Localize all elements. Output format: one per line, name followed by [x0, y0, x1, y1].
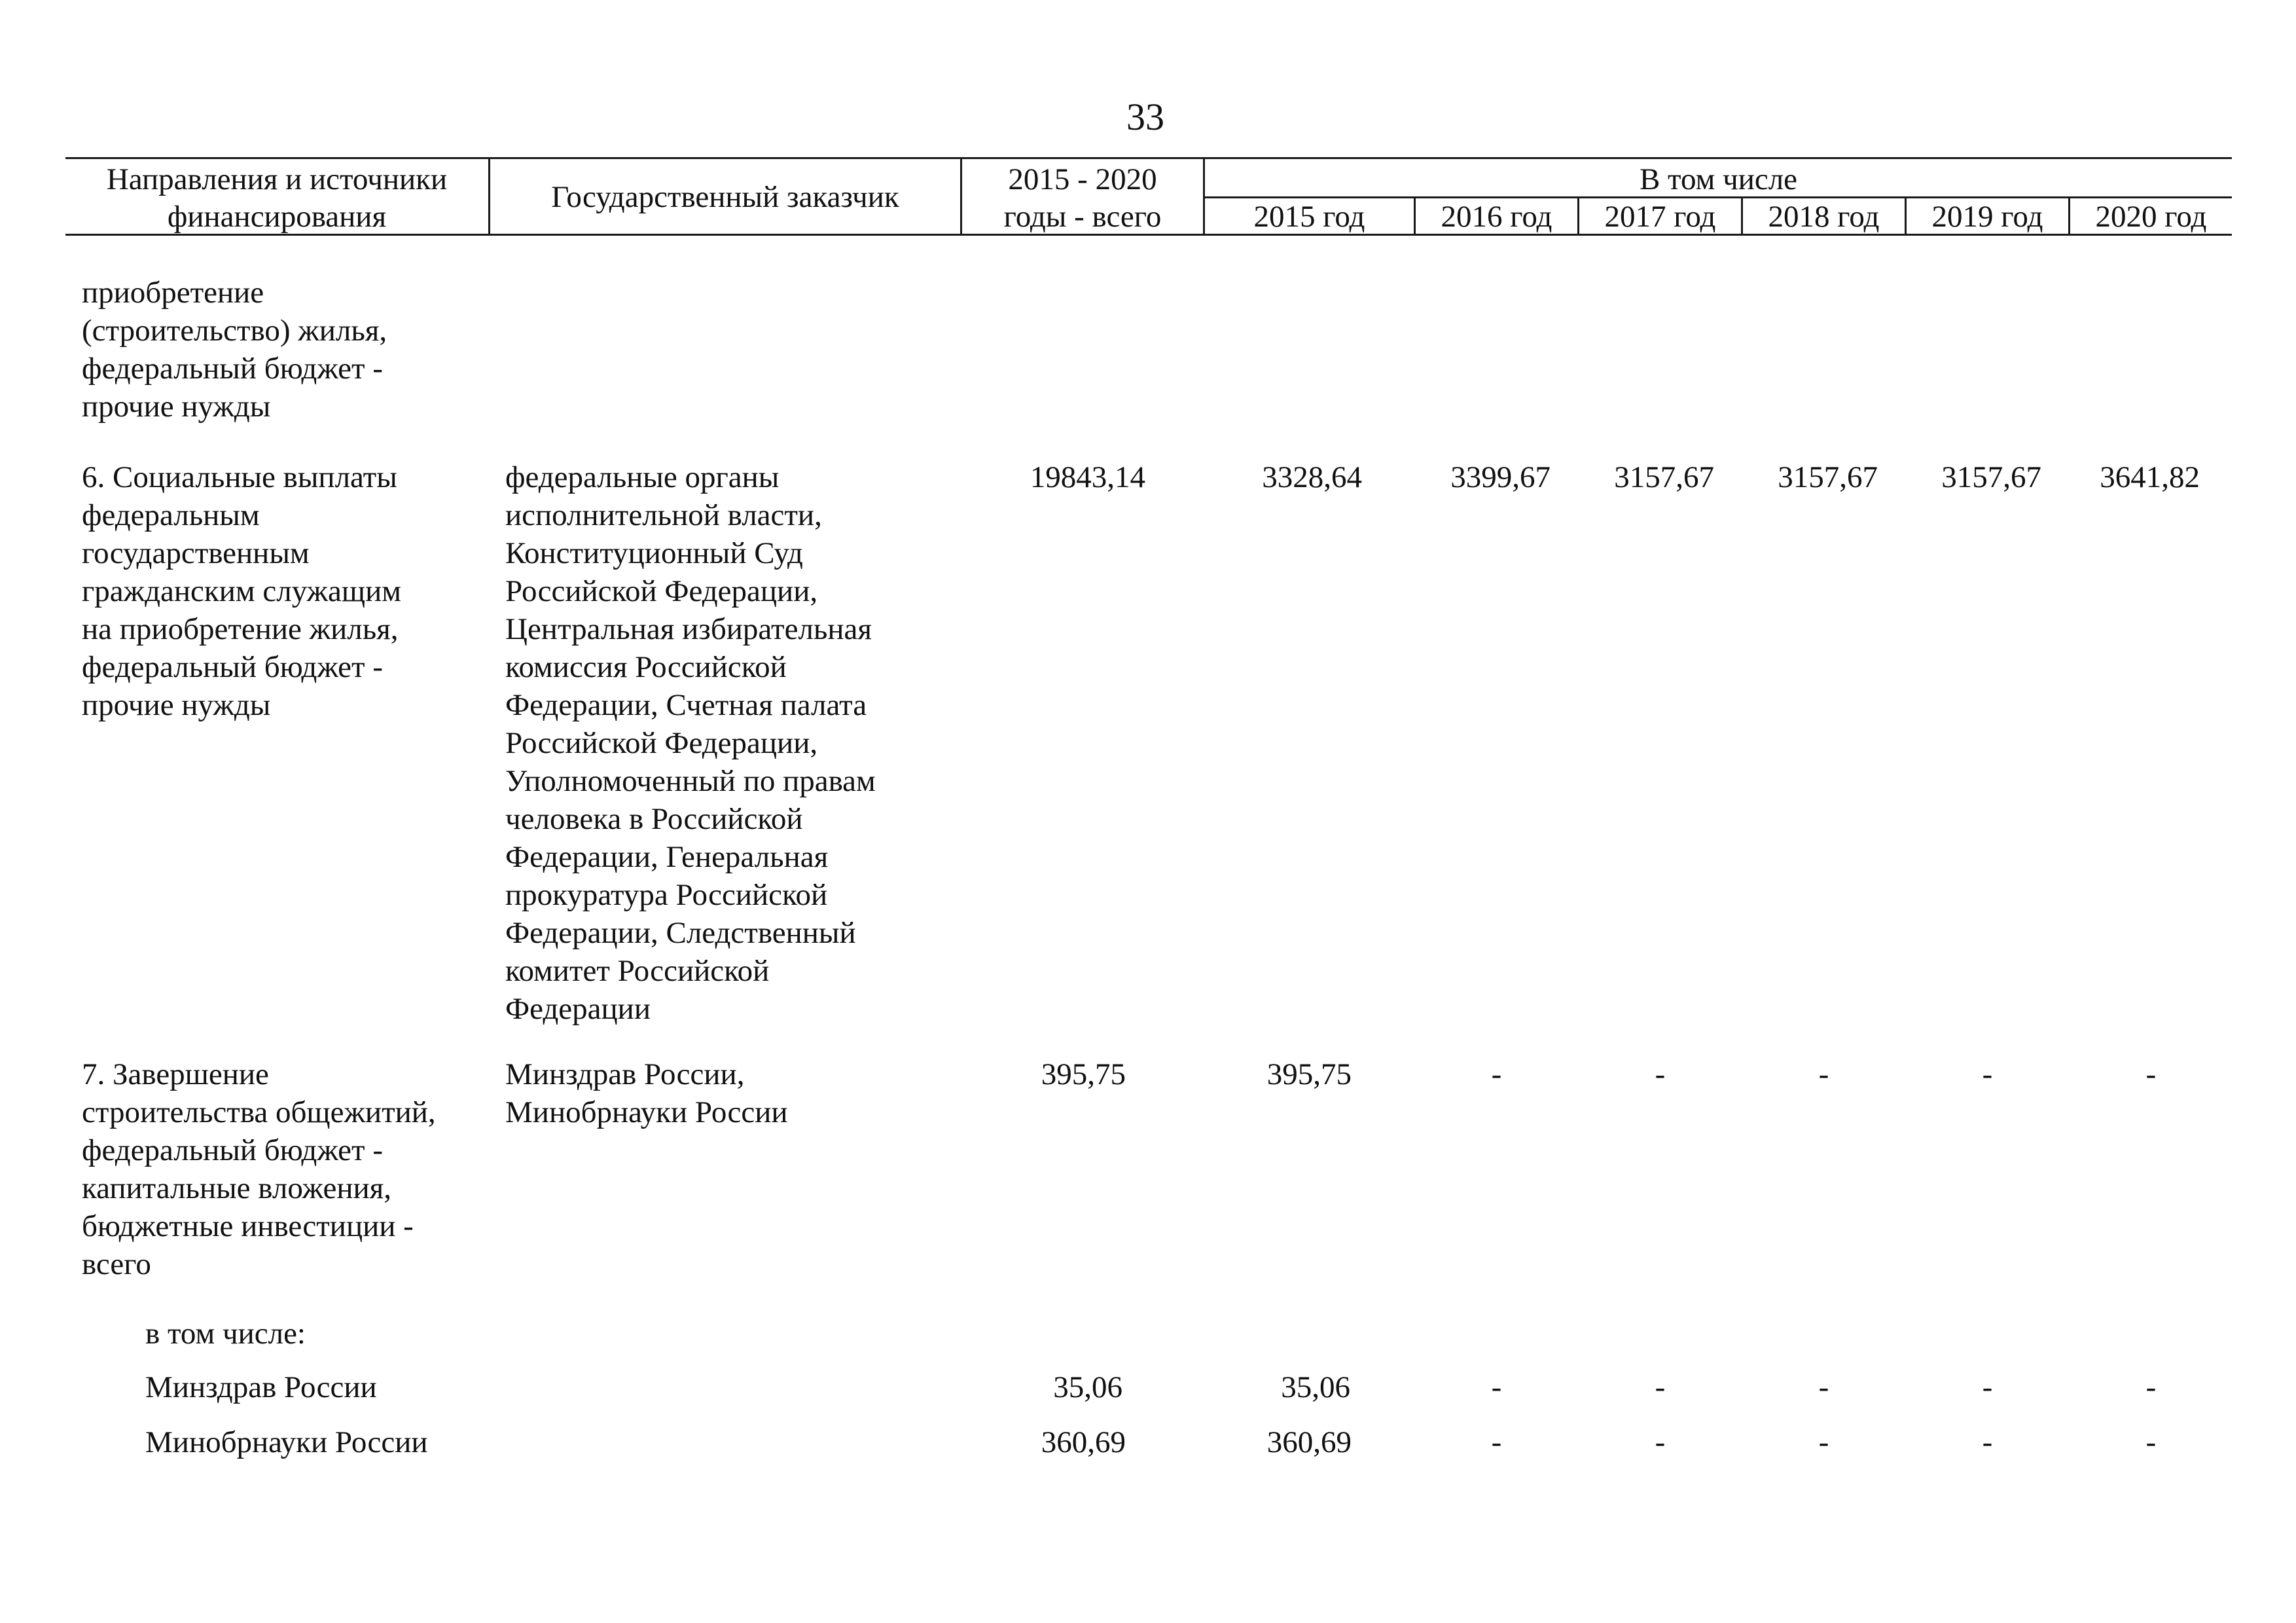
row6-customer-line2: исполнительной власти, — [505, 498, 822, 532]
header-direction-line1: Направления и источники — [106, 162, 448, 196]
row6-value-2018: 3157,67 — [1778, 460, 1878, 494]
row6-value-2020: 3641,82 — [2100, 460, 2200, 494]
row-continuation-direction-line3: федеральный бюджет - — [82, 352, 383, 386]
row7-customer-line1: Минздрав России, — [505, 1057, 745, 1091]
row7-direction-line4: капитальные вложения, — [82, 1171, 392, 1205]
row6-customer-line10: человека в Российской — [505, 802, 803, 836]
header-direction-line2: финансирования — [167, 200, 387, 234]
row7-value-2015: 395,75 — [1266, 1057, 1352, 1091]
row7b-total: 360,69 — [1041, 1425, 1126, 1459]
header-including: В том числе — [1639, 162, 1798, 196]
row6-customer-line3: Конституционный Суд — [505, 536, 803, 570]
row7a-value-2018: - — [1818, 1370, 1829, 1404]
row7-direction-line1: 7. Завершение — [82, 1057, 269, 1091]
row6-customer-line8: Российской Федерации, — [505, 726, 818, 760]
header-year-2016: 2016 год — [1441, 200, 1552, 234]
row6-customer-line15: Федерации — [505, 992, 651, 1026]
row7-value-2017: - — [1655, 1057, 1666, 1091]
row6-direction-line2: федеральным — [82, 498, 260, 532]
row6-customer-line1: федеральные органы — [505, 460, 780, 494]
row7b-value-2015: 360,69 — [1266, 1425, 1352, 1459]
row7b-value-2018: - — [1818, 1425, 1829, 1459]
row7a-value-2017: - — [1655, 1370, 1666, 1404]
row6-value-2019: 3157,67 — [1941, 460, 2041, 494]
row7-customer-line2: Минобрнауки России — [505, 1095, 788, 1129]
row7a-value-2016: - — [1491, 1370, 1502, 1404]
header-customer: Государственный заказчик — [551, 180, 899, 214]
row6-customer-line11: Федерации, Генеральная — [505, 840, 829, 874]
row6-direction-line3: государственным — [82, 536, 310, 570]
row7b-value-2019: - — [1982, 1425, 1993, 1459]
row7a-value-2019: - — [1982, 1370, 1993, 1404]
header-year-2015: 2015 год — [1253, 200, 1365, 234]
row6-value-2017: 3157,67 — [1614, 460, 1714, 494]
header-total-line1: 2015 - 2020 — [1008, 162, 1157, 196]
row-continuation-direction-line1: приобретение — [82, 276, 264, 310]
row7-value-2018: - — [1818, 1057, 1829, 1091]
row7-direction-line6: всего — [82, 1247, 151, 1281]
row-continuation-direction-line4: прочие нужды — [82, 390, 271, 424]
row6-customer-line13: Федерации, Следственный — [505, 916, 856, 950]
row6-direction-line1: 6. Социальные выплаты — [82, 460, 397, 494]
row6-value-2015: 3328,64 — [1262, 460, 1362, 494]
header-top-rule — [65, 157, 2232, 159]
row-continuation-direction-line2: (строительство) жилья, — [82, 314, 387, 348]
row7b-value-2016: - — [1491, 1425, 1502, 1459]
row7-direction-line2: строительства общежитий, — [82, 1095, 436, 1129]
page-number: 33 — [1126, 96, 1164, 138]
row7-total: 395,75 — [1041, 1057, 1126, 1091]
header-year-2020: 2020 год — [2095, 200, 2207, 234]
row7-direction-line3: федеральный бюджет - — [82, 1133, 383, 1167]
row7a-label: Минздрав России — [145, 1370, 377, 1404]
row7-direction-line5: бюджетные инвестиции - — [82, 1209, 414, 1243]
row7a-value-2015: 35,06 — [1281, 1370, 1350, 1404]
row6-direction-line7: прочие нужды — [82, 688, 271, 722]
including-label: в том числе: — [145, 1317, 306, 1351]
row7b-label: Минобрнауки России — [145, 1425, 428, 1459]
header-year-2019: 2019 год — [1931, 200, 2043, 234]
row7b-value-2017: - — [1655, 1425, 1666, 1459]
header-year-2018: 2018 год — [1768, 200, 1880, 234]
row6-customer-line9: Уполномоченный по правам — [505, 764, 876, 798]
row7a-value-2020: - — [2145, 1370, 2157, 1404]
row6-direction-line4: гражданским служащим — [82, 574, 401, 608]
row6-customer-line7: Федерации, Счетная палата — [505, 688, 867, 722]
row6-customer-line12: прокуратура Российской — [505, 878, 828, 912]
row6-direction-line6: федеральный бюджет - — [82, 650, 383, 684]
row7-value-2019: - — [1982, 1057, 1993, 1091]
row6-customer-line6: комиссия Российской — [505, 650, 787, 684]
row6-total: 19843,14 — [1030, 460, 1145, 494]
row6-customer-line5: Центральная избирательная — [505, 612, 872, 646]
header-total-line2: годы - всего — [1003, 200, 1162, 234]
row6-direction-line5: на приобретение жилья, — [82, 612, 399, 646]
row7-value-2016: - — [1491, 1057, 1502, 1091]
row6-customer-line14: комитет Российской — [505, 954, 770, 988]
row7b-value-2020: - — [2145, 1425, 2157, 1459]
row7a-total: 35,06 — [1053, 1370, 1122, 1404]
row6-customer-line4: Российской Федерации, — [505, 574, 818, 608]
row6-value-2016: 3399,67 — [1450, 460, 1551, 494]
header-year-2017: 2017 год — [1604, 200, 1716, 234]
row7-value-2020: - — [2145, 1057, 2157, 1091]
